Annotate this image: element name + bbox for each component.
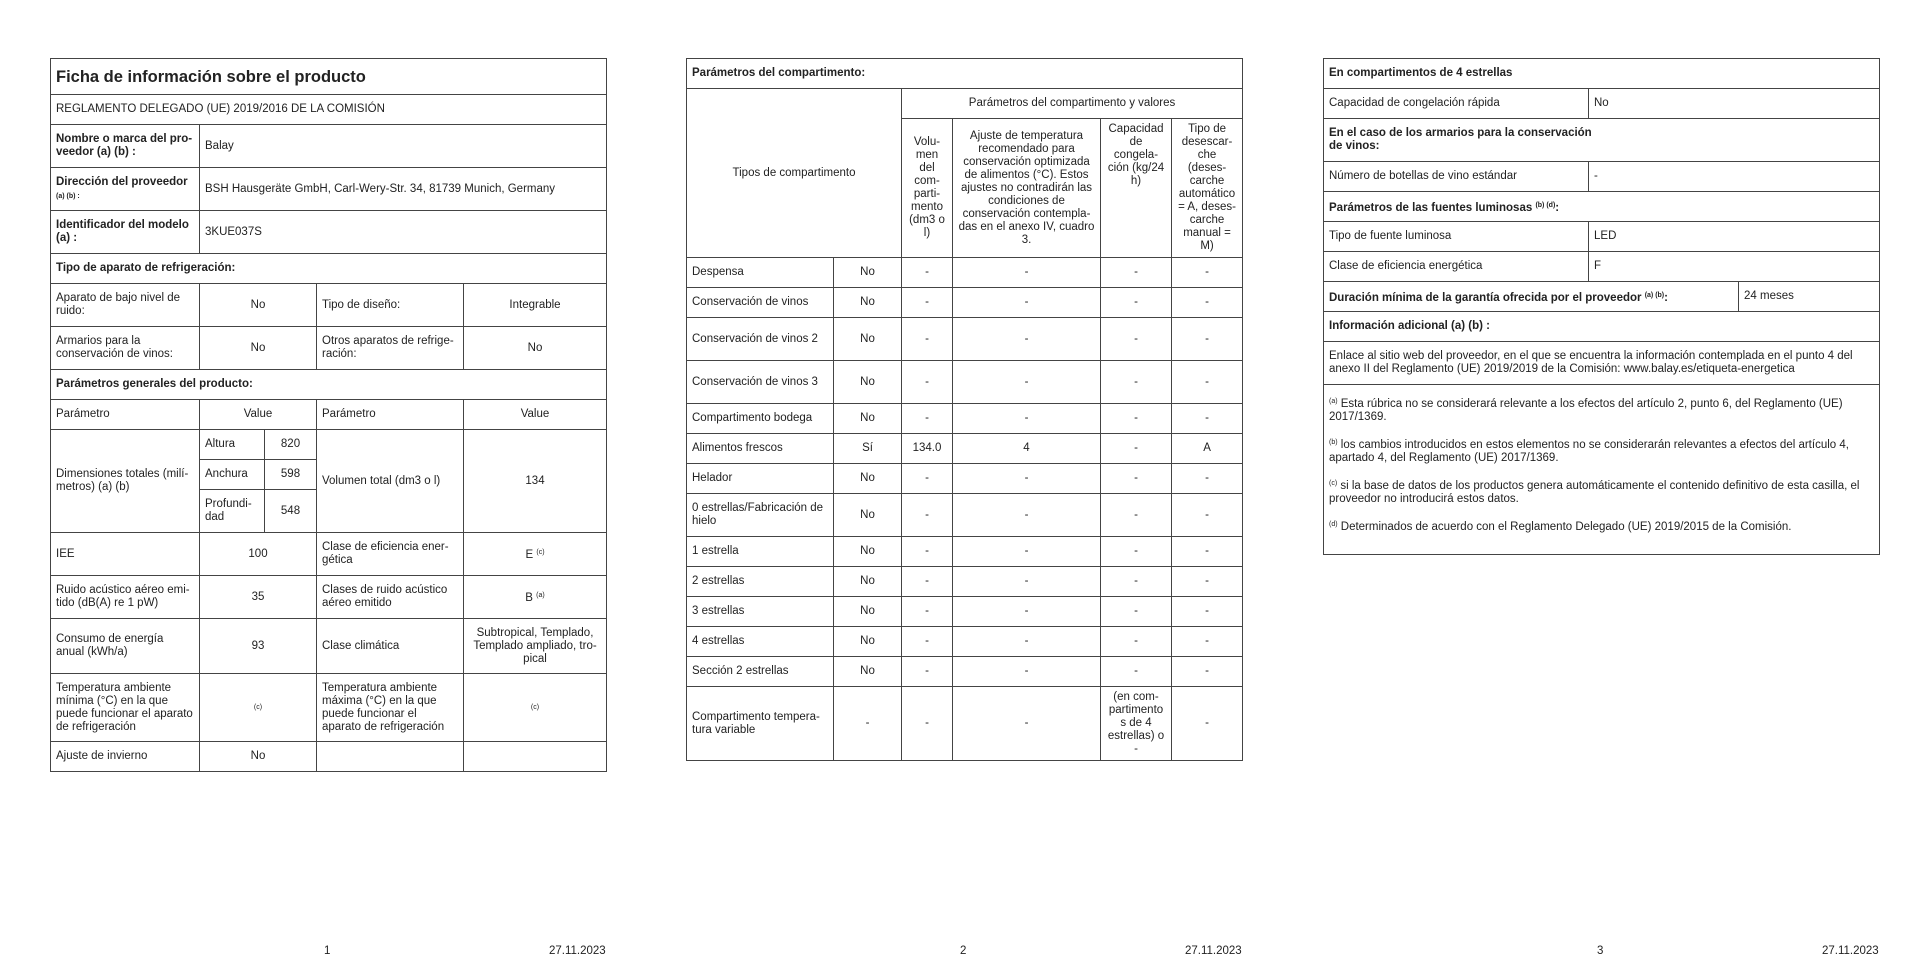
- col-volume: Volumen del compartimento (dm3 o l): [902, 119, 953, 258]
- table-row: [687, 627, 1243, 657]
- footnote-mark: (b): [1329, 439, 1338, 446]
- cell-name: 0 estrellas/Fabricación de hielo: [687, 494, 834, 537]
- footnote-text: los cambios introducidos en estos elementos no se considerarán relevantes a efectos del artículo 4, apartado 4, del Reglamento (UE) 2017/1369.: [1329, 439, 1849, 464]
- compartment-rows: [687, 258, 1243, 761]
- cell-freeze: -: [1101, 567, 1172, 597]
- noise-class-label: Clases de ruido acústico aéreo emitido: [317, 576, 464, 619]
- col-param-2: Parámetro: [317, 400, 464, 430]
- cell-volume: -: [902, 567, 953, 597]
- cell-freeze: -: [1101, 464, 1172, 494]
- winter-value: No: [200, 742, 317, 772]
- cell-freeze: -: [1101, 258, 1172, 288]
- footnote: [1329, 477, 1874, 506]
- cell-name: 4 estrellas: [687, 627, 834, 657]
- volume-label: Volumen total (dm3 o l): [317, 430, 464, 533]
- footnote-text: si la base de datos de los productos genera automáticamente el contenido definitivo de esta casilla, el proveedor no introducirá estos datos.: [1329, 480, 1860, 505]
- cell-name: 3 estrellas: [687, 597, 834, 627]
- table-row: [687, 318, 1243, 361]
- values-header: Parámetros del compartimento y valores: [902, 89, 1243, 119]
- cell-present: No: [834, 627, 902, 657]
- depth-value: 548: [265, 490, 317, 533]
- model-value: 3KUE037S: [200, 211, 607, 254]
- cell-volume: -: [902, 258, 953, 288]
- footnote-mark: (d): [1329, 521, 1338, 528]
- winter-label: Ajuste de invierno: [51, 742, 200, 772]
- footnote: [1329, 436, 1874, 465]
- design-value: Integrable: [464, 284, 607, 327]
- supplier-value: Balay: [200, 125, 607, 168]
- cell-name: Alimentos frescos: [687, 434, 834, 464]
- cell-temp: -: [953, 657, 1101, 687]
- cell-temp: -: [953, 404, 1101, 434]
- cell-temp: -: [953, 627, 1101, 657]
- cell-name: Conservación de vinos: [687, 288, 834, 318]
- eff-label: Clase de eficiencia energética: [317, 533, 464, 576]
- cell-volume: -: [902, 657, 953, 687]
- address-value: BSH Hausgeräte GmbH, Carl-Wery-Str. 34, 81739 Munich, Germany: [200, 168, 607, 211]
- cell-volume: -: [902, 404, 953, 434]
- cell-present: No: [834, 657, 902, 687]
- cell-volume: -: [902, 627, 953, 657]
- cell-temp: -: [953, 687, 1101, 761]
- tmin-label: Temperatura ambiente mínima (°C) en la que puede funcionar el aparato de refrigeración: [51, 674, 200, 742]
- table-row: [687, 597, 1243, 627]
- cell-freeze: -: [1101, 494, 1172, 537]
- cell-defrost: -: [1172, 464, 1243, 494]
- table-row: [687, 537, 1243, 567]
- col-value-2: Value: [464, 400, 607, 430]
- cell-present: No: [834, 597, 902, 627]
- table-row: [687, 288, 1243, 318]
- tmax-label: Temperatura ambiente máxima (°C) en la que puede funcionar el aparato de refrigeración: [317, 674, 464, 742]
- warranty-value: 24 meses: [1739, 282, 1880, 312]
- cell-name: 1 estrella: [687, 537, 834, 567]
- address-label: Dirección del proveedor (a) (b) :: [51, 168, 200, 211]
- general-header: Parámetros generales del producto:: [51, 370, 607, 400]
- page-number: 3: [1597, 945, 1604, 957]
- tmin-value: (c): [200, 674, 317, 742]
- model-label: Identificador del modelo (a) :: [51, 211, 200, 254]
- cell-present: No: [834, 361, 902, 404]
- empty-cell: [464, 742, 607, 772]
- cell-temp: -: [953, 537, 1101, 567]
- cell-volume: -: [902, 464, 953, 494]
- table-row: [687, 404, 1243, 434]
- cell-volume: -: [902, 537, 953, 567]
- cell-temp: -: [953, 361, 1101, 404]
- cell-volume: -: [902, 318, 953, 361]
- page-title: Ficha de información sobre el producto: [51, 59, 607, 95]
- cell-defrost: -: [1172, 361, 1243, 404]
- cell-freeze: -: [1101, 597, 1172, 627]
- cell-present: No: [834, 494, 902, 537]
- cell-temp: -: [953, 288, 1101, 318]
- cell-name: Compartimento bodega: [687, 404, 834, 434]
- volume-value: 134: [464, 430, 607, 533]
- iee-value: 100: [200, 533, 317, 576]
- cell-temp: -: [953, 494, 1101, 537]
- eff-value: E $^{(c)}$: [464, 533, 607, 576]
- cell-name: 2 estrellas: [687, 567, 834, 597]
- types-header: Tipos de compartimento: [687, 89, 902, 258]
- cell-defrost: -: [1172, 657, 1243, 687]
- page-number: 1: [324, 945, 331, 957]
- cell-freeze: -: [1101, 434, 1172, 464]
- width-value: 598: [265, 460, 317, 490]
- table-row: [687, 361, 1243, 404]
- cell-present: No: [834, 288, 902, 318]
- other-label: Otros aparatos de refrigeración:: [317, 327, 464, 370]
- width-label: Anchura: [200, 460, 265, 490]
- tmax-value: (c): [464, 674, 607, 742]
- table-row: [687, 434, 1243, 464]
- cell-volume: -: [902, 597, 953, 627]
- table-row: [687, 258, 1243, 288]
- iee-label: IEE: [51, 533, 200, 576]
- cell-volume: -: [902, 494, 953, 537]
- low-noise-value: No: [200, 284, 317, 327]
- cell-defrost: -: [1172, 318, 1243, 361]
- col-freeze: Capacidad de congelación (kg/24 h): [1101, 119, 1172, 258]
- cell-defrost: -: [1172, 567, 1243, 597]
- cell-volume: 134.0: [902, 434, 953, 464]
- cell-name: Helador: [687, 464, 834, 494]
- cell-defrost: -: [1172, 258, 1243, 288]
- cell-defrost: -: [1172, 404, 1243, 434]
- other-value: No: [464, 327, 607, 370]
- col-temp: Ajuste de temperatura recomendado para conservación optimizada de alimentos (°C). Estos ajustes no contradirán las condiciones de conservación contempladas en el anexo IV, cuadro 3.: [953, 119, 1101, 258]
- noise-value: 35: [200, 576, 317, 619]
- cell-temp: -: [953, 567, 1101, 597]
- wine-value: No: [200, 327, 317, 370]
- warranty-label: Duración mínima de la garantía ofrecida por el proveedor $^{(a) (b)}$:: [1324, 282, 1739, 312]
- table-row: [687, 687, 1243, 761]
- cell-freeze: -: [1101, 627, 1172, 657]
- fast-freeze-value: No: [1589, 89, 1880, 119]
- cell-present: -: [834, 687, 902, 761]
- table-row: [687, 657, 1243, 687]
- additional-info-table: [1323, 58, 1880, 555]
- footnote-text: Esta rúbrica no se considerará relevante a los efectos del artículo 2, punto 6, del Reglamento (UE) 2017/1369.: [1329, 398, 1843, 423]
- cell-temp: -: [953, 258, 1101, 288]
- design-label: Tipo de diseño:: [317, 284, 464, 327]
- cell-temp: 4: [953, 434, 1101, 464]
- noise-class-value: B $^{(a)}$: [464, 576, 607, 619]
- regulation-text: REGLAMENTO DELEGADO (UE) 2019/2016 DE LA COMISIÓN: [51, 95, 607, 125]
- product-info-table: [50, 58, 607, 772]
- page-date: 27.11.2023: [1185, 945, 1242, 957]
- empty-cell: [317, 742, 464, 772]
- footnotes: [1324, 385, 1880, 555]
- cell-name: Compartimento temperatura variable: [687, 687, 834, 761]
- cell-volume: -: [902, 361, 953, 404]
- page-3: [1323, 58, 1879, 555]
- cell-defrost: -: [1172, 288, 1243, 318]
- footnote: [1329, 395, 1874, 424]
- cell-present: No: [834, 464, 902, 494]
- col-defrost: Tipo de desescarche (desescarche automático = A, desescarche manual = M): [1172, 119, 1243, 258]
- cell-freeze: -: [1101, 288, 1172, 318]
- cell-present: No: [834, 567, 902, 597]
- footnote-mark: (a): [1329, 398, 1338, 405]
- page-number: 2: [960, 945, 967, 957]
- page-2: [686, 58, 1242, 761]
- cell-freeze: -: [1101, 361, 1172, 404]
- cell-present: No: [834, 404, 902, 434]
- cell-present: No: [834, 318, 902, 361]
- cell-present: No: [834, 537, 902, 567]
- height-value: 820: [265, 430, 317, 460]
- cell-name: Conservación de vinos 3: [687, 361, 834, 404]
- energy-label: Consumo de energía anual (kWh/a): [51, 619, 200, 674]
- cell-freeze: -: [1101, 404, 1172, 434]
- wine-label: Armarios para la conservación de vinos:: [51, 327, 200, 370]
- col-param: Parámetro: [51, 400, 200, 430]
- supplier-label: Nombre o marca del proveedor (a) (b) :: [51, 125, 200, 168]
- table-row: [687, 464, 1243, 494]
- cell-temp: -: [953, 597, 1101, 627]
- footnote-mark: (c): [1329, 480, 1338, 487]
- cell-freeze: -: [1101, 318, 1172, 361]
- footnote: [1329, 518, 1874, 534]
- depth-label: Profundidad: [200, 490, 265, 533]
- cell-defrost: -: [1172, 687, 1243, 761]
- dims-label: Dimensiones totales (milímetros) (a) (b): [51, 430, 200, 533]
- cell-freeze: (en compartimentos de 4 estrellas) o -: [1101, 687, 1172, 761]
- col-value: Value: [200, 400, 317, 430]
- fast-freeze-label: Capacidad de congelación rápida: [1324, 89, 1589, 119]
- footnote-text: Determinados de acuerdo con el Reglamento Delegado (UE) 2019/2015 de la Comisión.: [1337, 521, 1792, 533]
- page-date: 27.11.2023: [1822, 945, 1879, 957]
- cell-present: Sí: [834, 434, 902, 464]
- cell-defrost: -: [1172, 627, 1243, 657]
- cell-defrost: -: [1172, 494, 1243, 537]
- light-class-value: F: [1589, 252, 1880, 282]
- type-header: Tipo de aparato de refrigeración:: [51, 254, 607, 284]
- cell-present: No: [834, 258, 902, 288]
- cell-volume: -: [902, 687, 953, 761]
- light-type-label: Tipo de fuente luminosa: [1324, 222, 1589, 252]
- energy-value: 93: [200, 619, 317, 674]
- table-row: [687, 494, 1243, 537]
- wine-header: En el caso de los armarios para la conservación de vinos:: [1324, 119, 1880, 162]
- cell-freeze: -: [1101, 537, 1172, 567]
- four-star-header: En compartimentos de 4 estrellas: [1324, 59, 1880, 89]
- height-label: Altura: [200, 430, 265, 460]
- bottles-value: -: [1589, 162, 1880, 192]
- page-date: 27.11.2023: [549, 945, 606, 957]
- bottles-label: Número de botellas de vino estándar: [1324, 162, 1589, 192]
- table-row: [687, 567, 1243, 597]
- cell-temp: -: [953, 464, 1101, 494]
- page-1: [50, 58, 606, 772]
- compartment-header: Parámetros del compartimento:: [687, 59, 1243, 89]
- cell-name: Sección 2 estrellas: [687, 657, 834, 687]
- noise-label: Ruido acústico aéreo emitido (dB(A) re 1 pW): [51, 576, 200, 619]
- info-text: Enlace al sitio web del proveedor, en el que se encuentra la información contemplada en el punto 4 del anexo II del Reglamento (UE) 2019/2019 de la Comisión: www.balay.es/etiqueta-energetica: [1324, 342, 1880, 385]
- climate-label: Clase climática: [317, 619, 464, 674]
- cell-name: Despensa: [687, 258, 834, 288]
- light-type-value: LED: [1589, 222, 1880, 252]
- cell-defrost: A: [1172, 434, 1243, 464]
- cell-name: Conservación de vinos 2: [687, 318, 834, 361]
- info-header: Información adicional (a) (b) :: [1324, 312, 1880, 342]
- cell-temp: -: [953, 318, 1101, 361]
- light-header: Parámetros de las fuentes luminosas $^{(b) (d)}$:: [1324, 192, 1880, 222]
- low-noise-label: Aparato de bajo nivel de ruido:: [51, 284, 200, 327]
- cell-volume: -: [902, 288, 953, 318]
- cell-freeze: -: [1101, 657, 1172, 687]
- cell-defrost: -: [1172, 597, 1243, 627]
- cell-defrost: -: [1172, 537, 1243, 567]
- climate-value: Subtropical, Templado, Templado ampliado, tropical: [464, 619, 607, 674]
- light-class-label: Clase de eficiencia energética: [1324, 252, 1589, 282]
- compartment-table: [686, 58, 1243, 761]
